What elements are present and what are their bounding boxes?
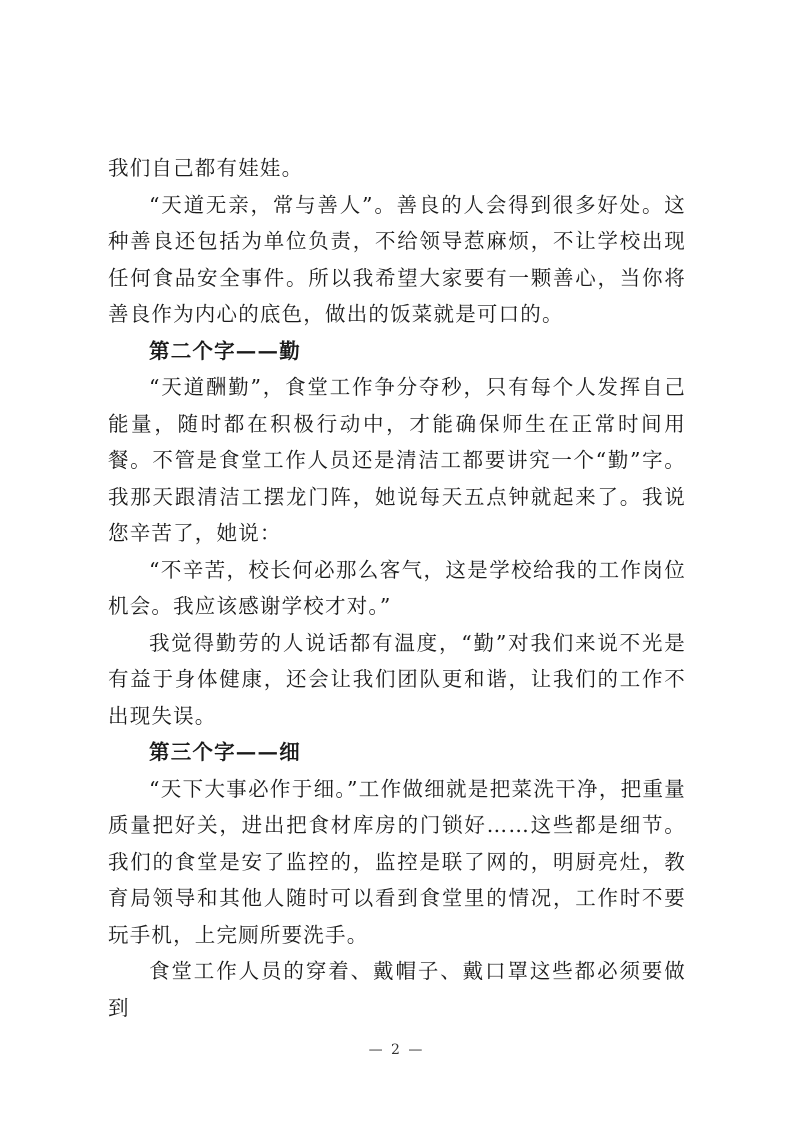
paragraph-continuation: 我们自己都有娃娃。	[108, 156, 304, 180]
paragraph-cleaner-quote: “不辛苦，校长何必那么客气，这是学校给我的工作岗位机会。我应该感谢学校才对。”	[108, 557, 686, 618]
document-body	[108, 150, 686, 1026]
paragraph-diligence: “天道酬勤”，食堂工作争分夺秒，只有每个人发挥自己能量，随时都在积极行动中，才能确保师生在正常时间用餐。不管是食堂工作人员还是清洁工都要讲究一个“勤”字。我那天跟清洁工摆龙门阵，她说每天五点钟就起来了。我说您辛苦了，她说：	[108, 375, 686, 545]
paragraph-detail: “天下大事必作于细。”工作做细就是把菜洗干净，把重量质量把好关，进出把食材库房的门锁好……这些都是细节。我们的食堂是安了监控的，监控是联了网的，明厨亮灶，教育局领导和其他人随时可以看到食堂里的情况，工作时不要玩手机，上完厕所要洗手。	[108, 776, 686, 947]
paragraph-kindness: “天道无亲，常与善人”。善良的人会得到很多好处。这种善良还包括为单位负责，不给领导惹麻烦，不让学校出现任何食品安全事件。所以我希望大家要有一颗善心，当你将善良作为内心的底色，做出的饭菜就是可口的。	[108, 192, 686, 326]
paragraph-attire: 食堂工作人员的穿着、戴帽子、戴口罩这些都必须要做到	[108, 959, 686, 1020]
section-heading-diligence: 第二个字——勤	[149, 338, 301, 363]
page-number: — 2 —	[368, 1042, 425, 1058]
section-heading-detail: 第三个字——细	[149, 740, 301, 764]
paragraph-diligence-reflection: 我觉得勤劳的人说话都有温度，“勤”对我们来说不光是有益于身体健康，还会让我们团队更和谐，让我们的工作不出现失误。	[108, 630, 686, 728]
